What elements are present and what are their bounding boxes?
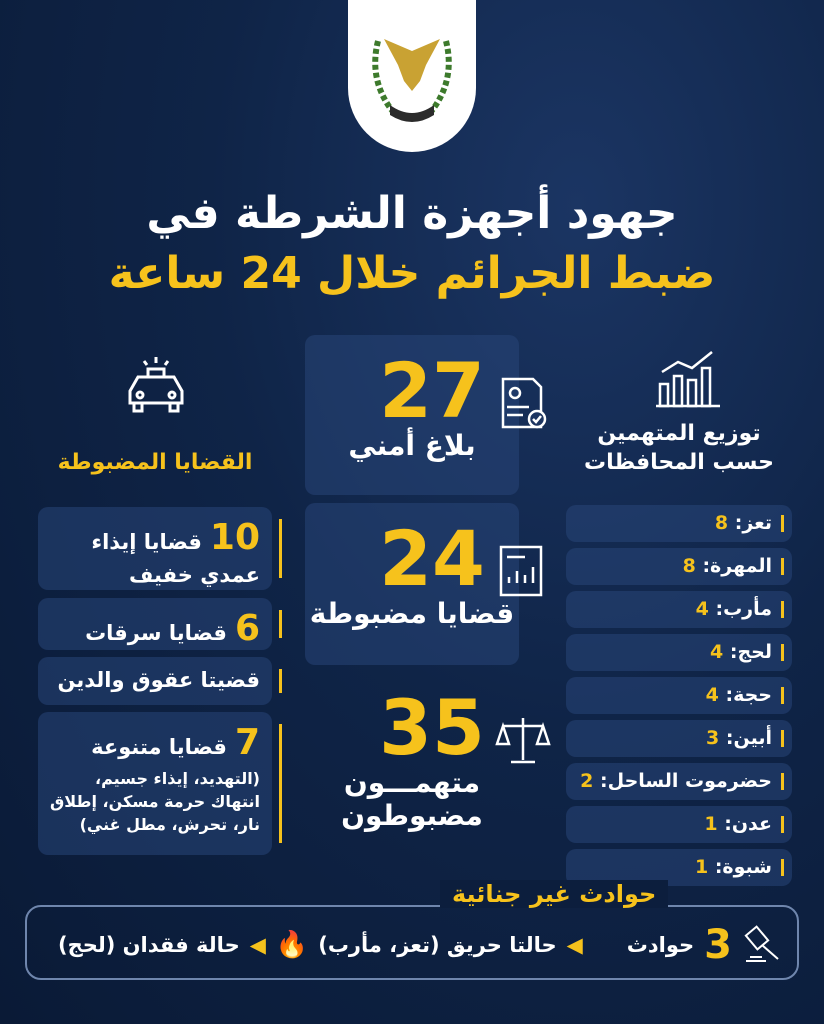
scales-icon [495, 712, 551, 768]
eagle-emblem-icon [364, 21, 460, 131]
police-emblem-logo [348, 0, 476, 152]
title-line-1: جهود أجهزة الشرطة في [146, 188, 678, 239]
case-item: 6قضايا سرقات [38, 598, 272, 650]
case-detail: (التهديد، إيذاء جسيم، انتهاك حرمة مسكن، إطلاق نار، تحرش، مطل غني) [49, 768, 260, 835]
case-item: 10قضايا إيذاء عمدي خفيف [38, 507, 272, 590]
case-item: قضيتا عقوق والدين [38, 657, 272, 705]
distribution-heading: توزيع المتهمين حسب المحافظات [583, 421, 775, 475]
governorate-item: شبوة: 1 [566, 849, 792, 886]
governorate-item: لحج: 4 [566, 634, 792, 671]
cases-heading: القضايا المضبوطة [57, 450, 253, 475]
police-car-icon [120, 355, 192, 427]
fire-incidents: حالتا حريق (تعز، مأرب) [318, 933, 557, 957]
arrow-icon: ◀ [566, 933, 583, 957]
non-criminal-label: حوادث [626, 933, 695, 957]
fire-icon: 🔥 [275, 930, 309, 960]
gavel-icon [742, 925, 784, 965]
governorate-item: حضرموت الساحل: 2 [566, 763, 792, 800]
governorate-item: مأرب: 4 [566, 591, 792, 628]
arrow-icon: ◀ [249, 933, 266, 957]
governorate-item: حجة: 4 [566, 677, 792, 714]
title-line-2: ضبط الجرائم خلال 24 ساعة [108, 248, 716, 299]
non-criminal-row [57, 922, 784, 968]
bar-chart-icon [652, 348, 724, 410]
missing-incident: حالة فقدان (لحج) [57, 933, 240, 957]
stat-security-reports: 27 بلاغ أمني [305, 335, 519, 495]
non-criminal-count: 3 [704, 922, 732, 968]
stat-seized-cases: 24 قضايا مضبوطة [305, 503, 519, 665]
governorate-item: عدن: 1 [566, 806, 792, 843]
document-chart-icon [495, 543, 551, 599]
report-icon [495, 375, 551, 431]
governorate-item: أبين: 3 [566, 720, 792, 757]
non-criminal-heading: حوادث غير جنائية [440, 880, 668, 908]
governorate-item: المهرة: 8 [566, 548, 792, 585]
stat-seized-suspects: 35 متهمـــون مضبوطون [305, 672, 519, 862]
case-item: 7قضايا متنوعة (التهديد، إيذاء جسيم، انتهاك حرمة مسكن، إطلاق نار، تحرش، مطل غني) [38, 712, 272, 855]
governorate-item: تعز: 8 [566, 505, 792, 542]
